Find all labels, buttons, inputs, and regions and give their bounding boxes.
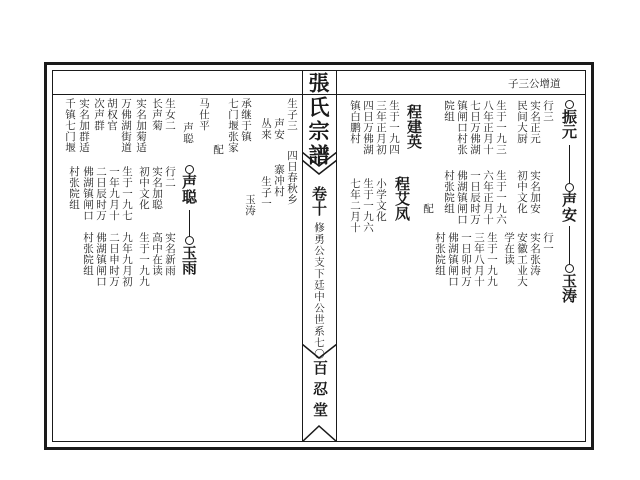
- name-shengcong: [181, 165, 197, 204]
- lineage-subtitle: [312, 222, 327, 360]
- detail-col: 四日春秋乡: [286, 150, 298, 205]
- detail-col: 镇白鹏村: [349, 100, 361, 144]
- detail-col: 生子一: [260, 176, 272, 209]
- detail-col: 三年正月初: [375, 100, 387, 155]
- detail-col: 六年正月十: [482, 170, 494, 225]
- page-number: 七〇: [313, 337, 325, 360]
- name-cheng-aifeng: 程艾凤: [393, 176, 411, 221]
- detail-col: 生于一九九: [486, 232, 498, 287]
- detail-col: 长声菊: [151, 98, 163, 131]
- genealogy-node-icon: [565, 183, 574, 192]
- detail-col: 生于一九三: [495, 100, 507, 155]
- detail-col: 承继于镇: [240, 98, 252, 142]
- detail-col: 寨冲村: [273, 164, 285, 197]
- detail-col: 民间大厨: [516, 100, 528, 144]
- detail-col: 八年正月十: [482, 100, 494, 155]
- detail-col: 小学文化: [375, 178, 387, 222]
- spouse-mark: 配: [422, 203, 434, 214]
- detail-col: 七门堰张家: [227, 98, 239, 153]
- detail-col: 声聪: [182, 122, 194, 144]
- detail-col: 安徽工业大: [516, 232, 528, 287]
- detail-col: 生于一九六: [362, 178, 374, 233]
- shengan-connector: [569, 226, 570, 264]
- hall-name: 百忍堂: [311, 360, 329, 423]
- name-zhenyuan-text: 振元: [560, 109, 578, 139]
- genealogy-node-icon: [185, 236, 194, 245]
- shengcong-connector: [189, 210, 190, 236]
- detail-col: 初中文化: [138, 166, 150, 210]
- detail-col: 镇闸口村张: [456, 100, 468, 155]
- detail-col: 佛湖镇闸口: [82, 166, 94, 221]
- detail-col: 实名正元: [529, 100, 541, 144]
- detail-col: 高中在读: [151, 232, 163, 276]
- detail-col: 行一: [542, 232, 554, 254]
- name-cheng-jianying: 程建英: [405, 104, 423, 149]
- detail-col: 一年九月十: [108, 166, 120, 221]
- book-title: 張氏宗譜: [306, 72, 331, 168]
- detail-col: 二日辰时万: [95, 166, 107, 221]
- detail-col: 生于一九九: [138, 232, 150, 287]
- detail-col: 生女二: [164, 98, 176, 131]
- name-yuyu: [181, 236, 197, 275]
- detail-col: 佛湖镇闸口: [447, 232, 459, 287]
- detail-col: 四日万佛湖: [362, 100, 374, 155]
- detail-col: 村张院组: [82, 232, 94, 276]
- detail-col: 实名加聪: [151, 166, 163, 210]
- spouse-mark: 配: [212, 144, 224, 155]
- name-zhenyuan: [561, 100, 577, 139]
- detail-col: 万佛湖街道: [120, 98, 132, 153]
- name-yutao: [561, 264, 577, 303]
- detail-col: 七日万佛湖: [469, 100, 481, 155]
- detail-col: 实名加安: [529, 170, 541, 214]
- detail-col: 一日卯时万: [460, 232, 472, 287]
- detail-col: 生于一九七: [121, 166, 133, 221]
- genealogy-node-icon: [565, 100, 574, 109]
- genealogy-node-icon: [565, 264, 574, 273]
- detail-col: 生子三: [286, 98, 298, 131]
- detail-col: 丛来: [260, 118, 272, 140]
- volume-label: 卷十: [310, 186, 328, 216]
- detail-col: 实名加群适: [78, 98, 90, 153]
- detail-col: 二日申时万: [108, 232, 120, 287]
- detail-col: 千镇七门堰: [64, 98, 76, 153]
- detail-col: 马仕平: [198, 98, 210, 131]
- detail-col: 实名加菊适: [135, 98, 147, 153]
- name-yutao-text: 玉涛: [560, 273, 578, 303]
- detail-col: 三年八月十: [473, 232, 485, 287]
- header-note: 子三公增道: [508, 78, 561, 90]
- detail-col: 实名新雨: [164, 232, 176, 276]
- detail-col: 院组: [443, 100, 455, 122]
- detail-col: 次声群: [93, 98, 105, 131]
- name-shengan-text: 声安: [560, 192, 578, 222]
- detail-col: 实名张涛: [529, 232, 541, 276]
- detail-col: 初中文化: [516, 170, 528, 214]
- genealogy-node-icon: [185, 165, 194, 174]
- detail-col: 生于一九四: [388, 100, 400, 155]
- detail-col: 一日辰时万: [469, 170, 481, 225]
- detail-col: 生于一九六: [495, 170, 507, 225]
- name-yuyu-text: 玉雨: [180, 245, 198, 275]
- name-shengan: [561, 183, 577, 222]
- detail-col: 胡权官: [106, 98, 118, 131]
- zhenyuan-connector: [569, 145, 570, 183]
- detail-col: 声安: [273, 118, 285, 140]
- detail-col: 七年二月十: [349, 178, 361, 233]
- detail-col: 村张院组: [443, 170, 455, 214]
- detail-col: 玉涛: [244, 194, 256, 216]
- spine-line-right: [336, 70, 337, 442]
- detail-col: 佛湖镇闸口: [456, 170, 468, 225]
- detail-col: 九年九月初: [121, 232, 133, 287]
- detail-col: 行二: [164, 166, 176, 188]
- name-shengcong-text: 声聪: [180, 174, 198, 204]
- lineage-subtitle-text: 修勇公支下廷中公世系: [313, 222, 325, 337]
- detail-col: 村张院组: [68, 166, 80, 210]
- spine-fishtail-base: [302, 424, 337, 442]
- detail-col: 村张院组: [434, 232, 446, 276]
- detail-col: 行三: [542, 100, 554, 122]
- detail-col: 佛湖镇闸口: [95, 232, 107, 287]
- detail-col: 学在读: [503, 232, 515, 265]
